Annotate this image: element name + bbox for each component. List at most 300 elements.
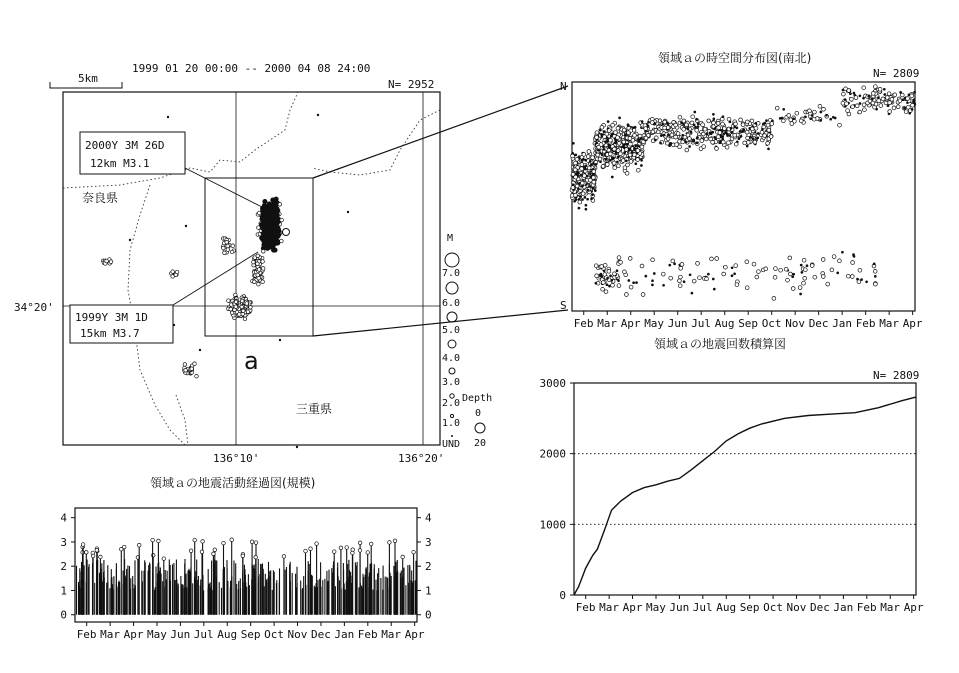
space-time-point (680, 263, 684, 267)
space-time-point (857, 280, 861, 284)
epicenter-point (296, 446, 298, 448)
cumulative-y-tick-label: 0 (559, 589, 566, 602)
space-time-point (581, 159, 583, 161)
space-time-point (787, 114, 791, 118)
mag-circle-7 (445, 253, 459, 267)
space-time-point (690, 131, 692, 133)
space-time-point (855, 104, 859, 108)
epicenter-point (245, 302, 249, 306)
space-time-point (710, 133, 712, 135)
space-time-point (622, 140, 626, 144)
space-time-point (608, 152, 612, 156)
space-time-point (616, 136, 620, 140)
space-time-point (696, 262, 700, 266)
magnitude-x-tick-label: Jul (193, 628, 214, 641)
epicenter-point (347, 211, 349, 213)
space-time-point (746, 145, 748, 147)
epicenter-point (261, 280, 265, 284)
space-time-title: 領域ａの時空間分布図(南北) (658, 51, 812, 65)
space-time-point (640, 145, 644, 149)
space-time-point (712, 278, 714, 280)
epicenter-point (257, 211, 261, 215)
space-time-point (906, 97, 910, 101)
space-time-point (849, 93, 851, 95)
space-time-point (592, 187, 594, 189)
space-time-point (619, 260, 623, 264)
cumulative-y-tick-label: 1000 (539, 518, 566, 532)
mag-6: 6.0 (442, 298, 461, 309)
space-time-point (629, 142, 633, 146)
space-time-point (838, 123, 842, 127)
space-time-point (583, 174, 587, 178)
mag-4: 4.0 (442, 353, 461, 364)
event-1999-detail: 15km M3.7 (80, 327, 140, 340)
mag-1: 1.0 (442, 418, 461, 429)
epicenter-point (263, 199, 267, 203)
space-time-point (616, 161, 618, 163)
space-time-point (628, 280, 630, 282)
magnitude-x-tick-label: May (147, 628, 167, 641)
space-time-x-tick-label: Mar (597, 317, 618, 330)
space-time-point (685, 148, 689, 152)
space-time-point (711, 140, 715, 144)
magnitude-x-tick-label: Mar (381, 628, 402, 641)
epicenter-point (167, 116, 169, 118)
space-time-point (734, 126, 736, 128)
space-time-point (574, 161, 578, 165)
space-time-point (862, 86, 866, 90)
epicenter-point (264, 221, 268, 225)
space-time-point (685, 141, 687, 143)
space-time-point (822, 107, 826, 111)
epicenter-point (273, 226, 277, 230)
space-time-point (696, 137, 698, 139)
space-time-point (574, 175, 578, 179)
space-time-point (743, 141, 747, 145)
space-time-point (826, 114, 828, 116)
space-time-point (603, 270, 605, 272)
space-time-point (612, 161, 616, 165)
space-time-point (674, 135, 678, 139)
space-time-point (723, 133, 725, 135)
epicenter-point (256, 254, 260, 258)
space-time-point (638, 140, 640, 142)
space-time-point (580, 181, 584, 185)
space-time-point (641, 121, 643, 123)
space-time-point (725, 145, 729, 149)
epicenter-point (271, 243, 275, 247)
epicenter-point (280, 239, 284, 243)
magnitude-bar-head (345, 546, 349, 550)
space-time-frame (572, 82, 915, 311)
space-time-point (696, 142, 698, 144)
magnitude-bar-head (137, 543, 141, 547)
space-time-point (911, 108, 913, 110)
space-time-point (754, 126, 758, 130)
cumulative-x-axis (576, 595, 924, 614)
epicenter-point (261, 267, 265, 271)
mag-circle-und (451, 435, 453, 437)
depth-0: 0 (475, 408, 482, 419)
mag-circle-6 (446, 282, 458, 294)
magnitude-bar-head (412, 550, 416, 554)
space-time-point (773, 275, 777, 279)
space-time-point (722, 272, 726, 276)
space-time-point (611, 123, 615, 127)
space-time-point (681, 140, 685, 144)
space-time-point (625, 160, 627, 162)
space-time-point (715, 147, 719, 151)
space-time-point (586, 155, 590, 159)
space-time-point (611, 176, 613, 178)
space-time-point (656, 130, 660, 134)
space-time-point (590, 164, 592, 166)
space-time-point (609, 285, 611, 287)
space-time-point (735, 283, 739, 287)
epicenter-point (226, 244, 230, 248)
space-time-point (691, 115, 695, 119)
space-time-point (575, 157, 579, 161)
space-time-point (772, 297, 776, 301)
space-time-point (911, 103, 915, 107)
cumulative-y-tick-label: 3000 (539, 377, 566, 390)
depth-circle-20 (475, 423, 485, 433)
space-time-point (678, 115, 682, 119)
space-time-point (874, 282, 878, 286)
space-time-point (878, 87, 882, 91)
space-time-points (570, 85, 916, 301)
space-time-point (757, 270, 761, 274)
space-time-point (846, 109, 850, 113)
epicenter-point (261, 260, 265, 264)
space-time-point (734, 122, 738, 126)
magnitude-bar-head (351, 551, 355, 555)
epicenter-point (231, 244, 235, 248)
space-time-point (582, 199, 584, 201)
epicenter-point (190, 367, 194, 371)
space-time-point (832, 116, 834, 118)
space-time-count: N= 2809 (873, 67, 920, 80)
epicenter-point (129, 239, 131, 241)
space-time-x-tick-label: Nov (785, 317, 806, 330)
space-time-point (761, 128, 763, 130)
space-time-point (682, 127, 686, 131)
space-time-x-tick-label: Dec (808, 317, 829, 330)
space-time-point (727, 141, 731, 145)
space-time-point (810, 264, 814, 268)
epicenter-point (257, 282, 261, 286)
space-time-point (636, 158, 640, 162)
space-time-point (766, 141, 770, 145)
cumulative-series-line (574, 397, 916, 595)
space-time-point (850, 97, 854, 101)
space-time-x-tick-label: Feb (855, 317, 876, 330)
space-time-point (779, 117, 781, 119)
space-time-point (669, 276, 673, 280)
space-time-point (603, 135, 607, 139)
space-time-point (786, 278, 790, 282)
space-time-point (670, 133, 674, 137)
epicenter-point (256, 262, 260, 266)
space-time-point (645, 275, 647, 277)
space-time-point (730, 127, 732, 129)
magnitude-x-tick-label: Mar (100, 628, 120, 641)
space-time-point (661, 272, 665, 276)
space-time-point (622, 128, 626, 132)
magnitude-bar-head (358, 549, 362, 553)
space-time-point (587, 150, 591, 154)
space-time-point (792, 276, 794, 278)
space-time-point (741, 123, 745, 127)
magnitude-bar-head (369, 542, 373, 546)
space-time-point (885, 96, 889, 100)
space-time-point (789, 272, 793, 276)
epicenter-point (266, 209, 270, 213)
space-time-point (653, 273, 655, 275)
space-time-point (575, 184, 579, 188)
space-time-point (913, 102, 915, 104)
magnitude-bar-head (250, 540, 254, 544)
space-time-point (841, 101, 845, 105)
space-time-point (766, 123, 770, 127)
space-time-point (802, 281, 806, 285)
epicenter-point (275, 213, 279, 217)
space-time-x-tick-label: Apr (620, 317, 641, 330)
space-time-point (764, 122, 766, 124)
space-time-point (724, 265, 728, 269)
space-time-point (641, 293, 645, 297)
depth-20: 20 (474, 438, 487, 449)
space-time-point (768, 148, 770, 150)
space-time-point (904, 110, 908, 114)
space-time-point (782, 119, 786, 123)
space-time-point (695, 128, 699, 132)
space-time-point (689, 274, 691, 276)
cumulative-chart (540, 336, 924, 614)
cumulative-x-tick-label: Aug (716, 601, 737, 614)
space-time-point (774, 267, 778, 271)
epicenter-point (240, 299, 244, 303)
space-time-point (745, 130, 749, 134)
space-time-point (613, 272, 617, 276)
magnitude-bar-head (358, 541, 362, 545)
magnitude-time-x-axis (77, 622, 425, 641)
space-time-point (623, 166, 627, 170)
magnitude-x-tick-label: Feb (357, 628, 378, 641)
map-count: N= 2952 (388, 78, 435, 91)
space-time-point (890, 97, 894, 101)
space-time-point (802, 258, 806, 262)
prefecture-boundary-3 (312, 110, 440, 175)
space-time-point (866, 281, 868, 283)
space-time-point (858, 110, 862, 114)
space-time-point (636, 168, 640, 172)
space-time-point (830, 268, 834, 272)
space-time-point (746, 141, 750, 145)
space-time-point (803, 276, 807, 280)
depth-legend-title: Depth (462, 393, 493, 404)
space-time-point (749, 136, 751, 138)
space-time-point (733, 133, 737, 137)
space-time-point (663, 126, 667, 130)
space-time-point (601, 164, 605, 168)
space-time-point (783, 108, 785, 110)
epicenter-point (274, 203, 278, 207)
space-time-point (585, 204, 587, 206)
space-time-point (592, 194, 594, 196)
space-time-point (629, 285, 633, 289)
space-time-point (757, 133, 759, 135)
space-time-point (873, 263, 875, 265)
space-time-point (628, 257, 632, 261)
space-time-point (626, 143, 628, 145)
magnitude-legend (442, 233, 460, 450)
space-time-point (892, 106, 896, 110)
scale-label: 5km (78, 72, 98, 85)
magnitude-y-tick-label-left: 2 (60, 560, 67, 574)
space-time-x-tick-label: Oct (761, 317, 782, 330)
map-period: 1999 01 20 00:00 -- 2000 04 08 24:00 (132, 62, 371, 75)
space-time-point (844, 99, 846, 101)
magnitude-bar-head (230, 538, 234, 542)
space-time-point (609, 138, 613, 142)
space-time-point (651, 284, 653, 286)
magnitude-bar-head (309, 547, 313, 551)
space-time-point (745, 286, 749, 290)
space-time-point (718, 131, 722, 135)
space-time-point (607, 269, 611, 273)
space-time-point (837, 272, 839, 274)
epicenter-point (234, 305, 238, 309)
magnitude-bar-head (332, 550, 336, 554)
cumulative-x-tick-label: Apr (903, 601, 924, 614)
space-time-point (589, 173, 591, 175)
space-time-point (685, 123, 689, 127)
space-time-point (619, 152, 623, 156)
space-time-point (914, 91, 916, 93)
space-time-point (687, 128, 689, 130)
space-time-point (734, 264, 738, 268)
cumulative-x-tick-label: Mar (599, 601, 619, 614)
epicenter-point (241, 309, 245, 313)
space-time-point (617, 156, 619, 158)
space-time-point (628, 153, 632, 157)
magnitude-bar-head (162, 557, 166, 561)
space-time-point (755, 122, 757, 124)
epicenter-point (275, 208, 279, 212)
pref-nara-label: 奈良県 (82, 191, 119, 205)
space-time-point (681, 122, 683, 124)
space-time-point (775, 106, 779, 110)
epicenter-point (109, 260, 113, 264)
space-time-point (609, 159, 611, 161)
space-time-north-label: N (560, 80, 567, 93)
magnitude-x-tick-label: Dec (311, 628, 331, 641)
space-time-point (853, 92, 855, 94)
space-time-point (651, 130, 655, 134)
magnitude-bar-head (366, 551, 370, 555)
magnitude-bar-head (241, 554, 245, 558)
cumulative-title: 領域ａの地震回数積算図 (654, 337, 787, 351)
space-time-point (597, 145, 601, 149)
event-2000-date: 2000Y 3M 26D (85, 139, 165, 152)
space-time-point (903, 107, 905, 109)
space-time-point (726, 134, 728, 136)
magnitude-x-tick-label: Apr (123, 628, 144, 641)
space-time-point (804, 116, 806, 118)
space-time-point (666, 137, 670, 141)
magnitude-y-tick-label-left: 1 (60, 584, 67, 598)
space-time-point (806, 265, 808, 267)
space-time-point (808, 109, 812, 113)
mag-2: 2.0 (442, 398, 461, 409)
space-time-point (703, 127, 707, 131)
magnitude-y-tick-label-right: 2 (425, 560, 432, 574)
space-time-point (644, 136, 648, 140)
space-time-point (651, 258, 655, 262)
space-time-point (887, 92, 891, 96)
space-time-point (641, 159, 643, 161)
space-time-point (595, 163, 597, 165)
space-time-point (887, 105, 889, 107)
space-time-point (608, 144, 610, 146)
space-time-point (719, 141, 721, 143)
space-time-point (640, 264, 644, 268)
space-time-point (873, 269, 877, 273)
space-time-point (589, 160, 591, 162)
space-time-point (883, 88, 885, 90)
mag-circle-1 (450, 414, 453, 417)
epicenter-point (226, 248, 230, 252)
space-time-point (713, 288, 715, 290)
space-time-point (721, 140, 725, 144)
epicenter-point (199, 349, 201, 351)
space-time-point (610, 275, 612, 277)
space-time-point (679, 275, 683, 279)
space-time-point (723, 127, 727, 131)
space-time-point (714, 136, 716, 138)
space-time-point (820, 119, 822, 121)
epicenter-point (249, 306, 253, 310)
space-time-point (767, 128, 771, 132)
space-time-point (800, 264, 802, 266)
space-time-point (845, 102, 849, 106)
space-time-x-tick-label: Aug (714, 317, 735, 330)
space-time-point (693, 124, 695, 126)
space-time-point (722, 116, 724, 118)
space-time-point (793, 118, 795, 120)
epicenter-point (263, 230, 267, 234)
space-time-point (692, 279, 696, 283)
space-time-point (696, 118, 698, 120)
space-time-x-tick-label: Mar (879, 317, 900, 330)
space-time-point (752, 138, 754, 140)
magnitude-x-tick-label: Feb (76, 628, 97, 641)
space-time-point (854, 96, 858, 100)
space-time-point (877, 99, 881, 103)
magnitude-bar-head (193, 538, 197, 542)
epicenter-point (105, 259, 109, 263)
pref-mie-label: 三重県 (296, 402, 333, 416)
epicenter-point (184, 368, 188, 372)
space-time-point (580, 167, 584, 171)
space-time-point (763, 134, 767, 138)
space-time-point (871, 101, 875, 105)
space-time-point (721, 122, 725, 126)
space-time-point (636, 282, 638, 284)
cumulative-x-tick-label: Jun (669, 601, 690, 614)
space-time-point (707, 119, 711, 123)
